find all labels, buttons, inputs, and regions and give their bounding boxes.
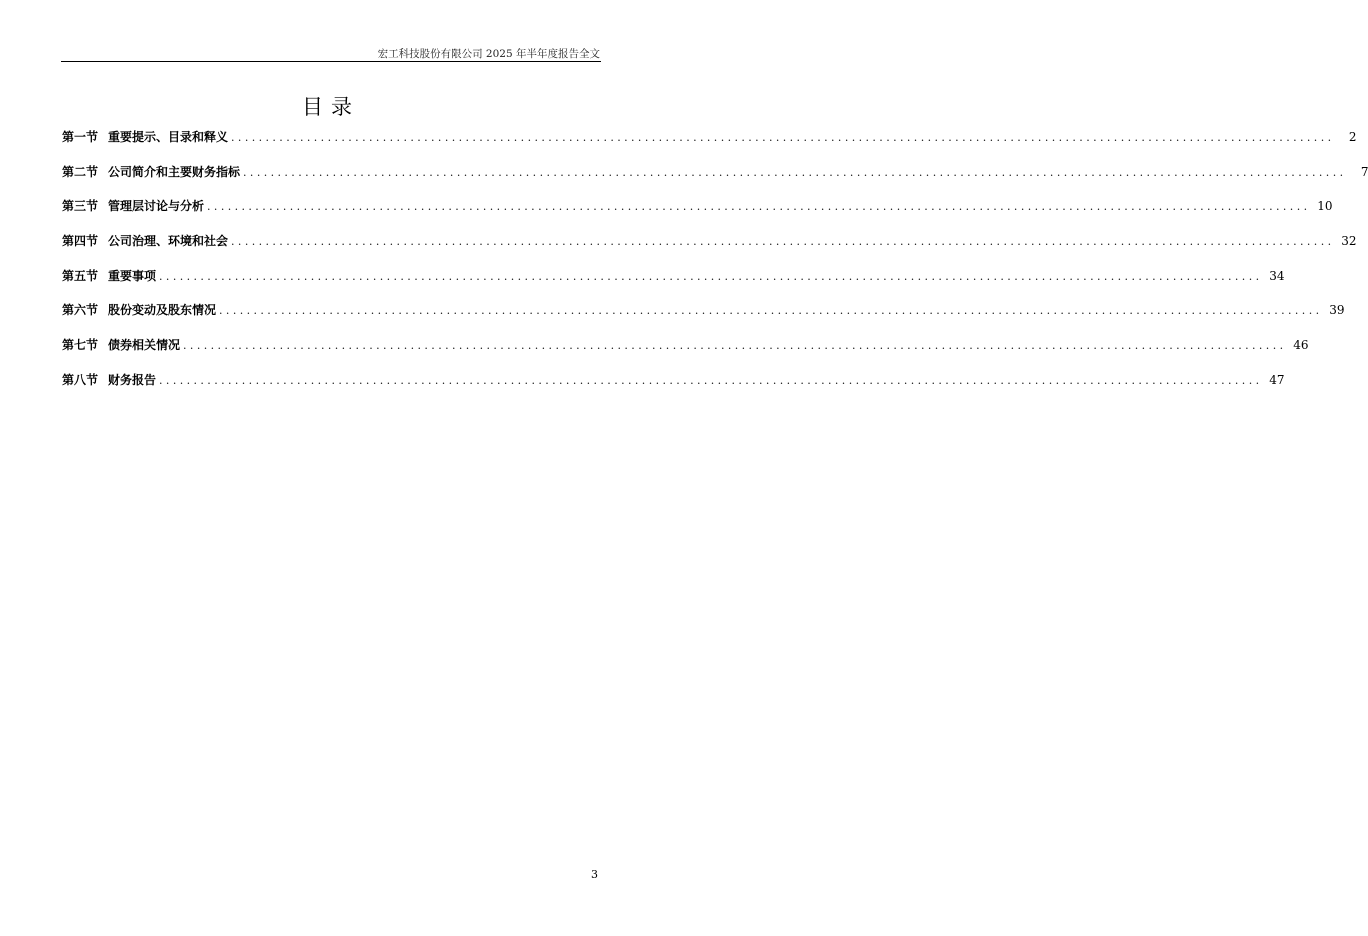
toc-entry[interactable]	[62, 267, 1285, 302]
toc-entry-label: 公司简介和主要财务指标	[108, 164, 241, 179]
toc-page-number: 47	[1269, 372, 1285, 387]
toc-entry[interactable]	[62, 336, 1309, 371]
toc-section-number: 第五节	[62, 268, 99, 283]
toc-dot-leader: ................................................................................................................................................................	[183, 339, 1287, 353]
toc-dot-leader: ................................................................................................................................................................	[243, 165, 1347, 179]
toc-page-number: 46	[1293, 338, 1309, 353]
toc-section-number: 第八节	[62, 372, 99, 387]
toc-page-number: 10	[1317, 199, 1333, 214]
toc-entry[interactable]	[62, 197, 1333, 232]
toc-section-number: 第三节	[62, 199, 99, 214]
page-number: 3	[591, 868, 598, 881]
toc-dot-leader: ................................................................................................................................................................	[231, 235, 1335, 249]
toc-page-number: 39	[1329, 303, 1345, 318]
toc-dot-leader: ................................................................................................................................................................	[159, 269, 1263, 283]
toc-dot-leader: ................................................................................................................................................................	[159, 373, 1263, 387]
toc-entry-label: 管理层讨论与分析	[108, 199, 205, 214]
toc-entry-label: 公司治理、环境和社会	[108, 234, 229, 249]
toc-entry-label: 重要提示、目录和释义	[108, 130, 229, 144]
toc-entry[interactable]	[62, 163, 1368, 198]
toc-dot-leader: ................................................................................................................................................................	[231, 131, 1335, 144]
toc-entry-label: 重要事项	[108, 268, 157, 283]
header-divider	[61, 61, 601, 62]
toc-entry-label: 财务报告	[108, 372, 157, 387]
toc-entry[interactable]	[62, 301, 1345, 336]
toc-page-number: 2	[1348, 130, 1357, 144]
toc-title: 目录	[302, 95, 360, 119]
toc-entry[interactable]	[62, 371, 1285, 406]
toc-page-number: 7	[1360, 164, 1368, 179]
toc-list	[62, 128, 1368, 406]
toc-section-number: 第七节	[62, 338, 99, 353]
running-header: 宏工科技股份有限公司 2025 年半年度报告全文	[377, 48, 600, 60]
toc-section-number: 第六节	[62, 303, 99, 318]
toc-dot-leader: ................................................................................................................................................................	[219, 304, 1323, 318]
toc-entry-label: 债券相关情况	[108, 338, 181, 353]
toc-page-number: 32	[1341, 234, 1357, 249]
toc-section-number: 第四节	[62, 234, 99, 249]
toc-section-number: 第二节	[62, 164, 99, 179]
toc-page-number: 34	[1269, 268, 1285, 283]
toc-entry[interactable]	[62, 232, 1357, 267]
toc-section-number: 第一节	[62, 130, 99, 144]
toc-dot-leader: ................................................................................................................................................................	[207, 200, 1311, 214]
toc-entry-label: 股份变动及股东情况	[108, 303, 217, 318]
toc-entry[interactable]	[62, 128, 1357, 163]
